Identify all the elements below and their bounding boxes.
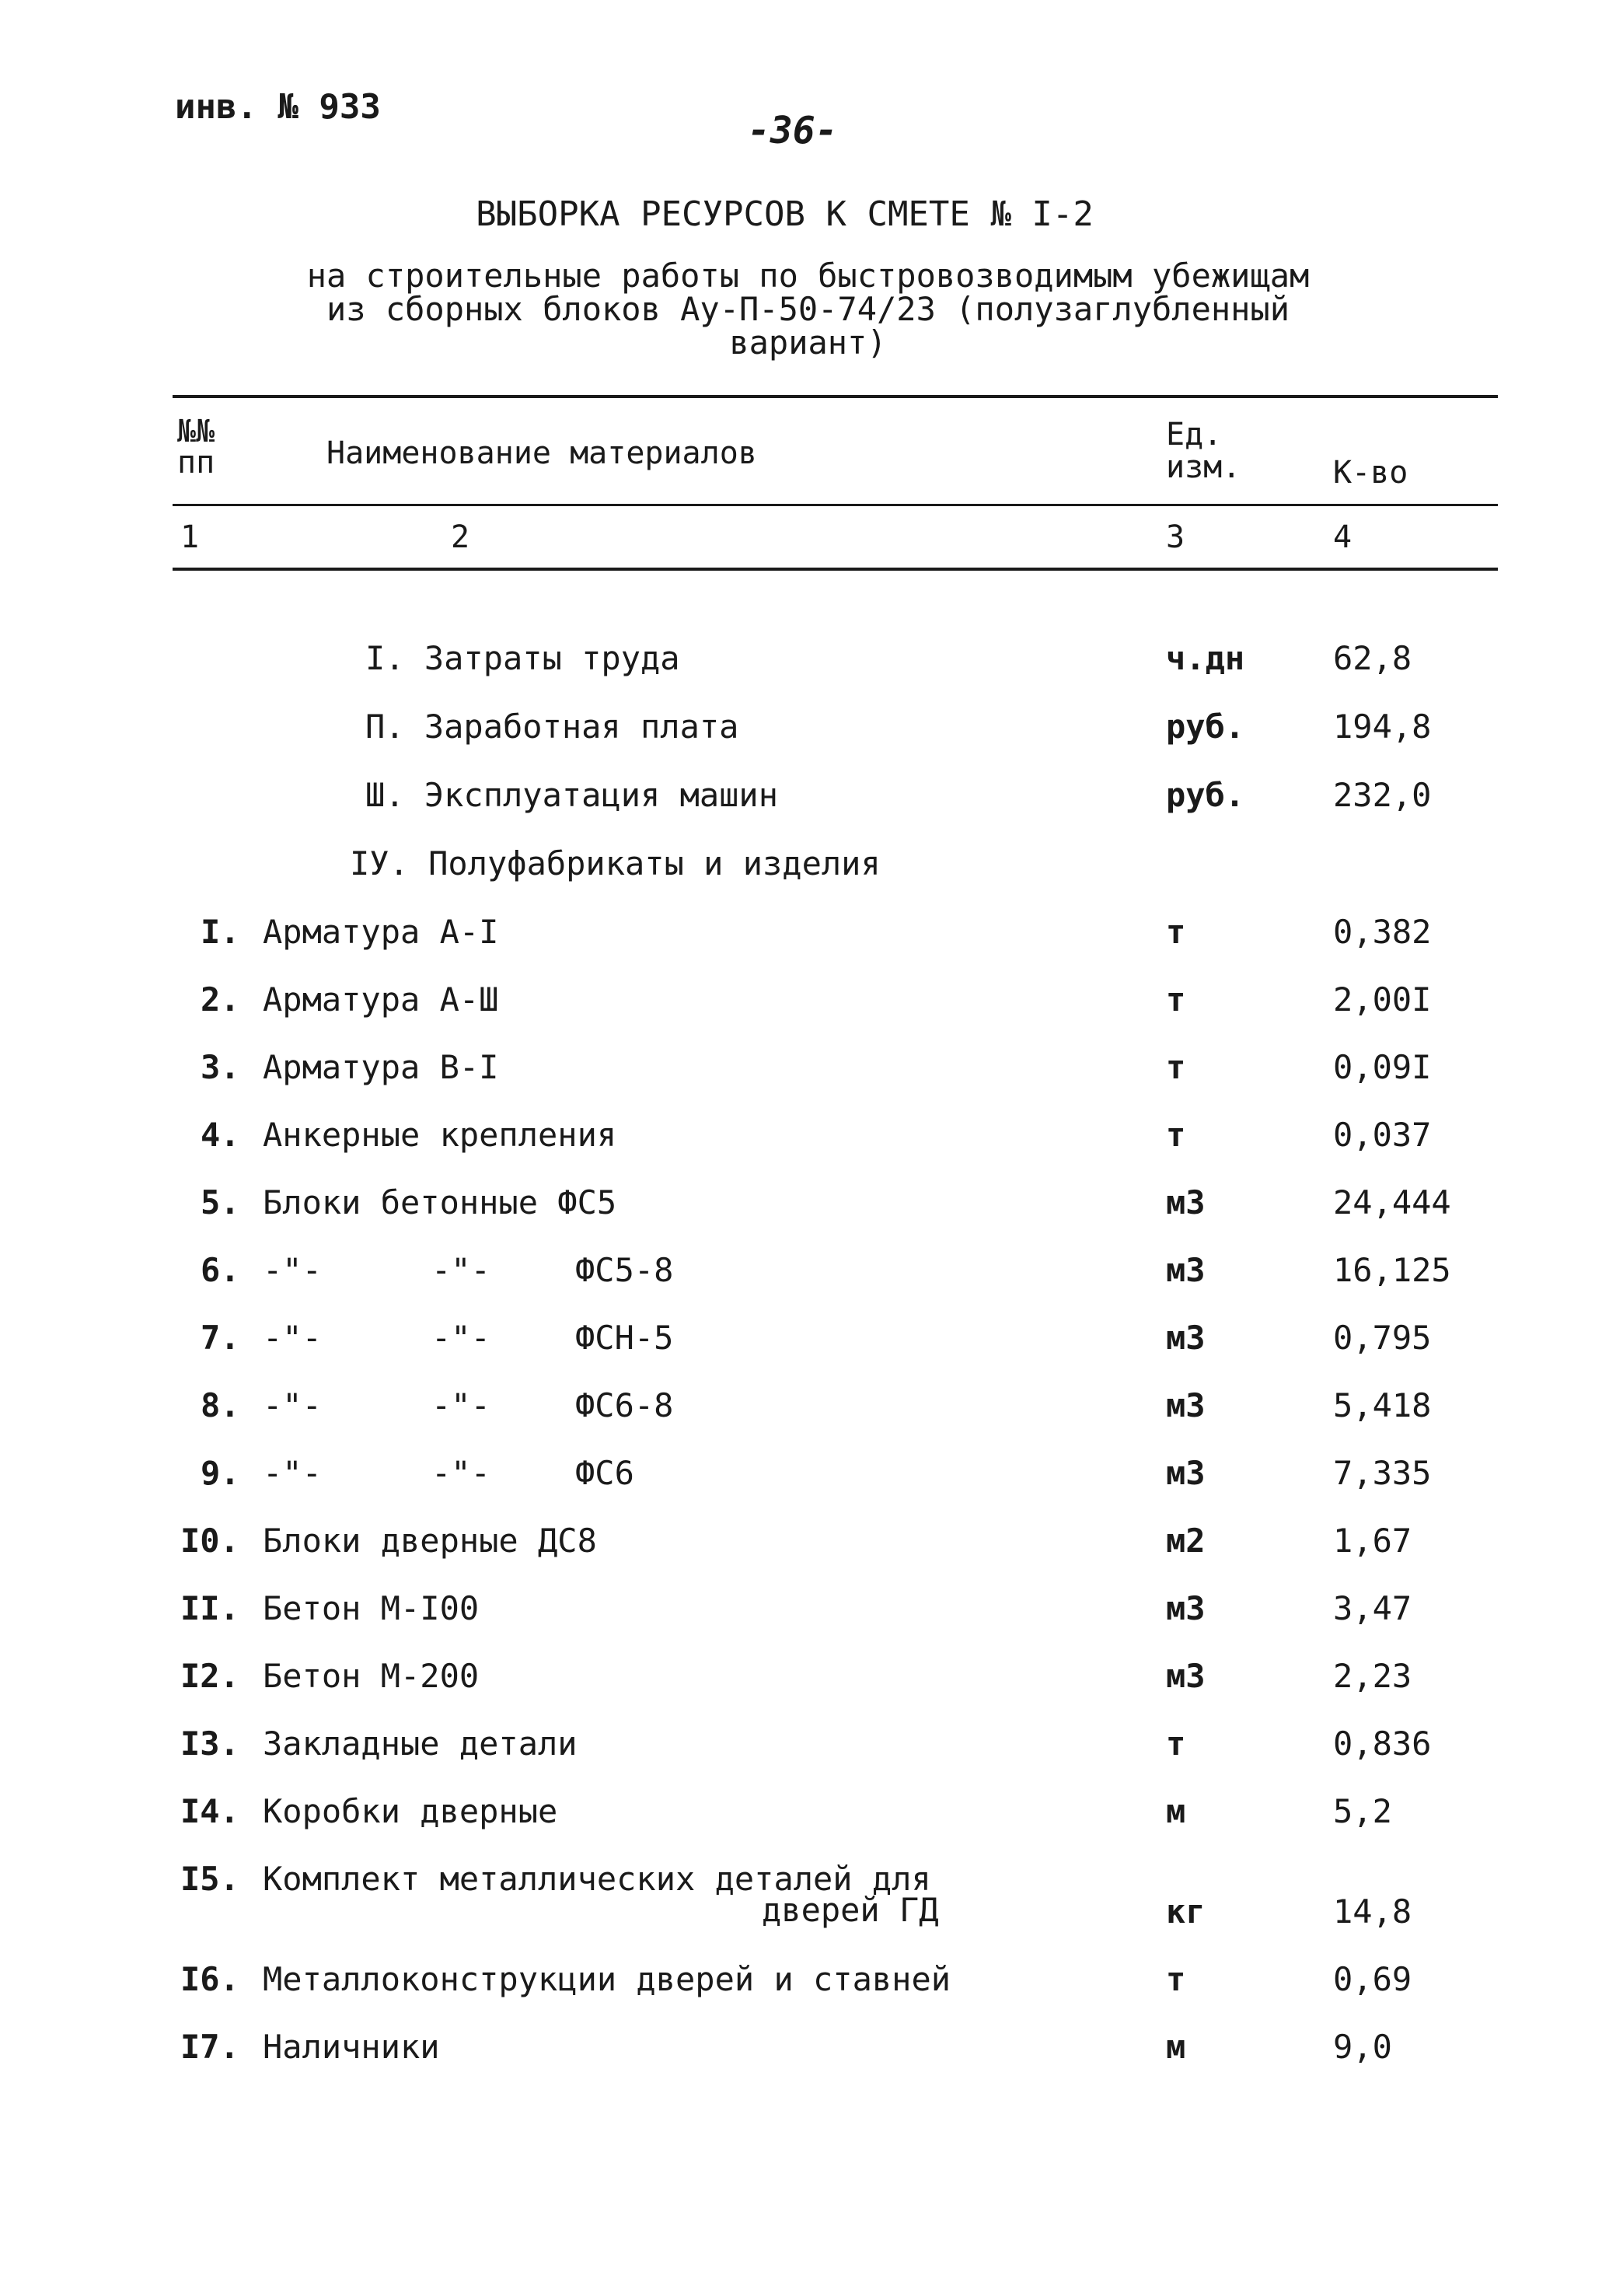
row-number: I. <box>201 913 240 951</box>
header-rule <box>173 504 1498 506</box>
row-number: 9. <box>201 1454 240 1492</box>
unit-cell: ч.дн <box>1166 639 1245 677</box>
table-row <box>0 1657 1616 1704</box>
inventory-number: инв. № 933 <box>175 87 381 127</box>
row-number: I5. <box>180 1860 239 1898</box>
unit-cell: т <box>1166 980 1186 1019</box>
qty-cell: 2,00I <box>1333 980 1432 1019</box>
subtitle-line-2: из сборных блоков Ау-П-50-74/23 (полузаглубленный <box>326 290 1290 328</box>
page-number: -36- <box>748 109 838 152</box>
unit-cell: м3 <box>1166 1183 1206 1221</box>
material-name: Блоки бетонные ФС5 <box>263 1183 617 1221</box>
table-row <box>0 1116 1616 1162</box>
unit-cell: м3 <box>1166 1454 1206 1492</box>
section-row <box>0 708 1616 754</box>
row-number: 5. <box>201 1183 240 1221</box>
section-label: I. Затраты труда <box>365 639 680 677</box>
table-row <box>0 1183 1616 1230</box>
ditto-mark: -"- <box>431 1386 490 1424</box>
table-row <box>0 1860 1616 1938</box>
material-name: Арматура В-I <box>263 1048 499 1086</box>
qty-cell: 62,8 <box>1333 639 1412 677</box>
qty-cell: 7,335 <box>1333 1454 1432 1492</box>
unit-cell: м3 <box>1166 1251 1206 1289</box>
column-number-3: 3 <box>1166 519 1185 555</box>
material-name: Бетон М-200 <box>263 1657 480 1695</box>
material-name: Арматура А-Ш <box>263 980 499 1019</box>
table-row <box>0 1960 1616 2007</box>
row-number: 2. <box>201 980 240 1019</box>
table-row <box>0 1454 1616 1501</box>
material-name: Бетон М-I00 <box>263 1589 480 1627</box>
subtitle-line-3: вариант) <box>729 323 887 362</box>
table-row <box>0 1589 1616 1636</box>
unit-cell: т <box>1166 1116 1186 1154</box>
qty-cell: 24,444 <box>1333 1183 1451 1221</box>
unit-cell: кг <box>1166 1892 1206 1931</box>
qty-cell: 0,382 <box>1333 913 1432 951</box>
block-type: ФС6-8 <box>575 1386 674 1424</box>
table-row <box>0 913 1616 959</box>
material-name: Металлоконструкции дверей и ставней <box>263 1960 951 1998</box>
qty-cell: 16,125 <box>1333 1251 1451 1289</box>
ditto-mark: -"- <box>263 1319 322 1357</box>
row-number: 3. <box>201 1048 240 1086</box>
material-name: Блоки дверные ДС8 <box>263 1522 597 1560</box>
unit-cell: руб. <box>1166 776 1245 814</box>
column-number-2: 2 <box>451 519 470 555</box>
row-number: I0. <box>180 1522 239 1560</box>
qty-cell: 0,836 <box>1333 1725 1432 1763</box>
qty-cell: 5,418 <box>1333 1386 1432 1424</box>
qty-cell: 9,0 <box>1333 2028 1392 2066</box>
table-row <box>0 1725 1616 1771</box>
unit-cell: м3 <box>1166 1319 1206 1357</box>
table-top-rule <box>173 395 1498 398</box>
section-label: Ш. Эксплуатация машин <box>365 776 779 814</box>
block-type: ФС6 <box>575 1454 634 1492</box>
material-name: Анкерные крепления <box>263 1116 617 1154</box>
material-name: Арматура А-I <box>263 913 499 951</box>
unit-cell: м <box>1166 1792 1186 1830</box>
qty-cell: 3,47 <box>1333 1589 1412 1627</box>
ditto-mark: -"- <box>263 1386 322 1424</box>
ditto-mark: -"- <box>263 1251 322 1289</box>
row-number: I2. <box>180 1657 239 1695</box>
table-row <box>0 1792 1616 1839</box>
unit-cell: м3 <box>1166 1386 1206 1424</box>
table-row <box>0 1048 1616 1095</box>
table-row <box>0 1319 1616 1365</box>
row-number: I7. <box>180 2028 239 2066</box>
qty-cell: 2,23 <box>1333 1657 1412 1695</box>
block-type: ФСН-5 <box>575 1319 674 1357</box>
column-number-1: 1 <box>180 519 200 555</box>
table-row <box>0 1386 1616 1433</box>
row-number: I3. <box>180 1725 239 1763</box>
section-row <box>0 639 1616 686</box>
column-header-unit: Ед. изм. <box>1166 417 1241 485</box>
document-title: ВЫБОРКА РЕСУРСОВ К СМЕТЕ № I-2 <box>476 194 1094 234</box>
material-name: Коробки дверные <box>263 1792 558 1830</box>
column-numbers-rule <box>173 568 1498 571</box>
table-row <box>0 2028 1616 2074</box>
ditto-mark: -"- <box>431 1454 490 1492</box>
unit-cell: м2 <box>1166 1522 1206 1560</box>
material-name: Комплект металлических деталей для <box>263 1860 931 1898</box>
unit-cell: руб. <box>1166 708 1245 746</box>
qty-cell: 0,037 <box>1333 1116 1432 1154</box>
unit-cell: м3 <box>1166 1589 1206 1627</box>
column-number-4: 4 <box>1333 519 1352 555</box>
qty-cell: 14,8 <box>1333 1892 1412 1931</box>
table-row <box>0 1522 1616 1568</box>
qty-cell: 5,2 <box>1333 1792 1392 1830</box>
section-label: IУ. Полуфабрикаты и изделия <box>350 844 881 882</box>
block-type: ФС5-8 <box>575 1251 674 1289</box>
qty-cell: 0,795 <box>1333 1319 1432 1357</box>
unit-cell: т <box>1166 913 1186 951</box>
table-row <box>0 1251 1616 1298</box>
ditto-mark: -"- <box>431 1251 490 1289</box>
column-header-name: Наименование материалов <box>326 435 757 471</box>
material-name: Наличники <box>263 2028 440 2066</box>
table-row <box>0 980 1616 1027</box>
material-name-continued: дверей ГД <box>762 1891 939 1929</box>
row-number: 8. <box>201 1386 240 1424</box>
unit-cell: т <box>1166 1960 1186 1998</box>
column-header-qty: К-во <box>1333 455 1408 491</box>
material-name: Закладные детали <box>263 1725 578 1763</box>
ditto-mark: -"- <box>263 1454 322 1492</box>
qty-cell: 0,69 <box>1333 1960 1412 1998</box>
unit-cell: т <box>1166 1725 1186 1763</box>
section-row <box>0 776 1616 823</box>
row-number: 6. <box>201 1251 240 1289</box>
unit-cell: м3 <box>1166 1657 1206 1695</box>
unit-cell: т <box>1166 1048 1186 1086</box>
row-number: II. <box>180 1589 239 1627</box>
qty-cell: 1,67 <box>1333 1522 1412 1560</box>
subtitle-line-1: на строительные работы по быстровозводимым убежищам <box>306 257 1310 295</box>
row-number: I4. <box>180 1792 239 1830</box>
row-number: 4. <box>201 1116 240 1154</box>
section-label: П. Заработная плата <box>365 708 739 746</box>
row-number: 7. <box>201 1319 240 1357</box>
row-number: I6. <box>180 1960 239 1998</box>
ditto-mark: -"- <box>431 1319 490 1357</box>
unit-cell: м <box>1166 2028 1186 2066</box>
qty-cell: 194,8 <box>1333 708 1432 746</box>
qty-cell: 232,0 <box>1333 776 1432 814</box>
qty-cell: 0,09I <box>1333 1048 1432 1086</box>
column-header-num: №№ пп <box>177 414 215 481</box>
section-row <box>0 844 1616 891</box>
